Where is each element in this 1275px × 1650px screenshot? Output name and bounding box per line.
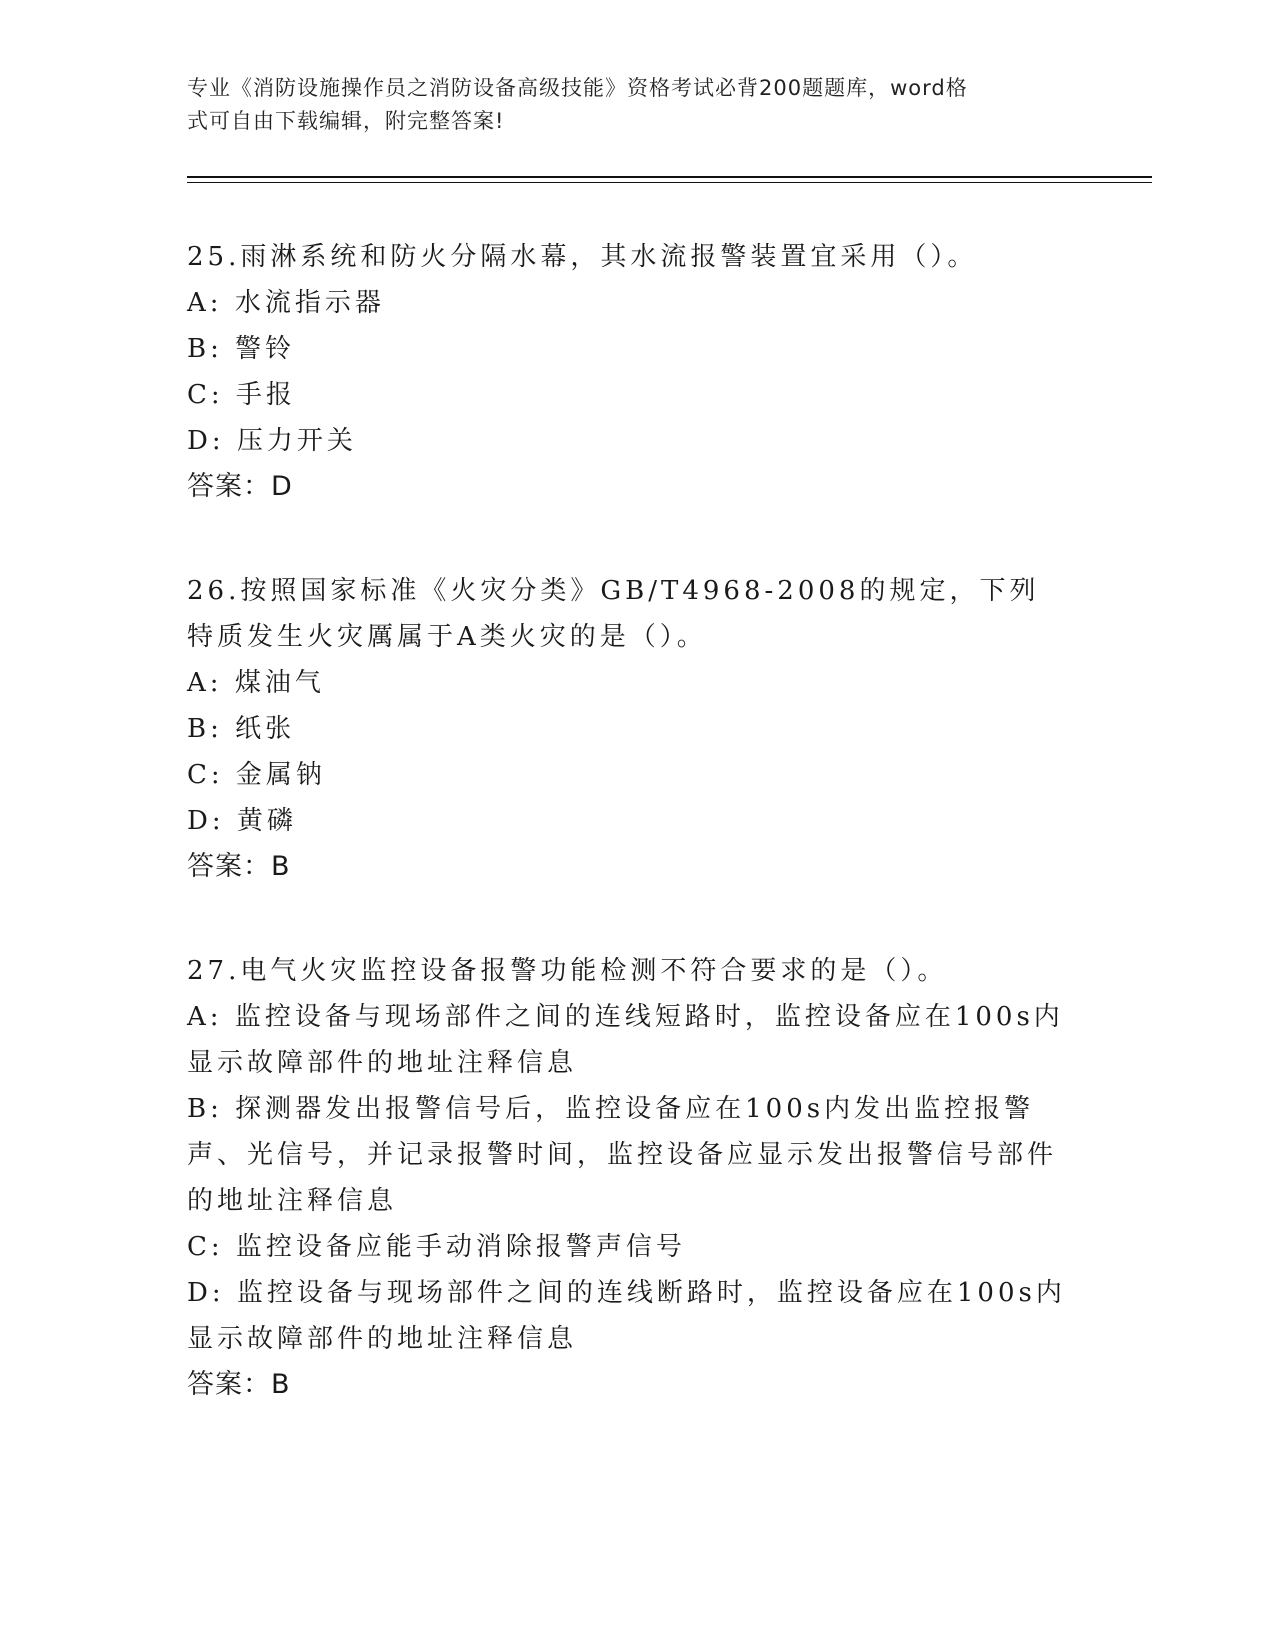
document-header	[187, 72, 1067, 138]
option-letter: B:	[187, 334, 223, 364]
option-text: 警铃	[235, 334, 296, 364]
question-25	[187, 234, 1067, 510]
question-number: 27.	[187, 956, 241, 986]
question-27	[187, 948, 1067, 1408]
option-text: 水流指示器	[234, 288, 385, 318]
option-letter: C:	[187, 1232, 224, 1262]
option-letter: A:	[187, 288, 223, 318]
option-b	[187, 326, 1067, 372]
answer-label: 答案：	[187, 1369, 271, 1400]
question-number: 25.	[187, 242, 241, 272]
option-text: 监控设备应能手动消除报警声信号	[235, 1232, 686, 1262]
option-letter: B:	[187, 714, 223, 744]
header-divider-thin	[187, 182, 1152, 183]
question-text	[187, 234, 1067, 280]
option-letter: B:	[187, 1094, 223, 1124]
option-letter: C:	[187, 760, 224, 790]
option-text: 探测器发出报警信号后，监控设备应在100s内发出监控报警声、光信号，并记录报警时间，监控设备应显示发出报警信号部件的地址注释信息	[187, 1094, 1058, 1216]
option-a	[187, 280, 1067, 326]
question-number: 26.	[187, 576, 241, 606]
option-letter: D:	[187, 806, 225, 836]
header-divider-thick	[187, 176, 1152, 178]
option-c	[187, 1224, 1067, 1270]
answer-label: 答案：	[187, 471, 271, 502]
option-text: 煤油气	[234, 668, 325, 698]
question-stem: 按照国家标准《火灾分类》GB/T4968-2008的规定，下列特质发生火灾厲属于A类火灾的是（）。	[187, 576, 1040, 652]
answer-line	[187, 464, 1067, 510]
option-text: 纸张	[235, 714, 296, 744]
option-letter: D:	[187, 1278, 225, 1308]
answer-value: D	[271, 471, 293, 502]
answer-value: B	[271, 1369, 291, 1400]
question-stem: 雨淋系统和防火分隔水幕，其水流报警装置宜采用（）。	[240, 242, 978, 272]
answer-line	[187, 1362, 1067, 1408]
option-letter: A:	[187, 668, 223, 698]
answer-line	[187, 844, 1067, 890]
answer-label: 答案：	[187, 851, 271, 882]
option-text: 黄磷	[236, 806, 297, 836]
option-d	[187, 418, 1067, 464]
option-text: 监控设备与现场部件之间的连线断路时，监控设备应在100s内显示故障部件的地址注释信息	[187, 1278, 1066, 1354]
option-d	[187, 1270, 1067, 1362]
header-line-1: 专业《消防设施操作员之消防设备高级技能》资格考试必背200题题库，word格	[187, 76, 968, 100]
option-text: 手报	[235, 380, 296, 410]
question-text	[187, 948, 1067, 994]
option-c	[187, 752, 1067, 798]
question-list	[187, 234, 1067, 1466]
question-26	[187, 568, 1067, 890]
question-text	[187, 568, 1067, 660]
answer-value: B	[271, 851, 291, 882]
option-letter: A:	[187, 1002, 223, 1032]
header-line-2: 式可自由下载编辑，附完整答案!	[187, 109, 505, 133]
option-a	[187, 994, 1067, 1086]
option-d	[187, 798, 1067, 844]
option-text: 金属钠	[235, 760, 326, 790]
option-letter: D:	[187, 426, 225, 456]
option-b	[187, 706, 1067, 752]
option-text: 压力开关	[236, 426, 357, 456]
option-b	[187, 1086, 1067, 1224]
option-letter: C:	[187, 380, 224, 410]
question-stem: 电气火灾监控设备报警功能检测不符合要求的是（）。	[240, 956, 948, 986]
option-text: 监控设备与现场部件之间的连线短路时，监控设备应在100s内显示故障部件的地址注释信息	[187, 1002, 1064, 1078]
option-a	[187, 660, 1067, 706]
option-c	[187, 372, 1067, 418]
